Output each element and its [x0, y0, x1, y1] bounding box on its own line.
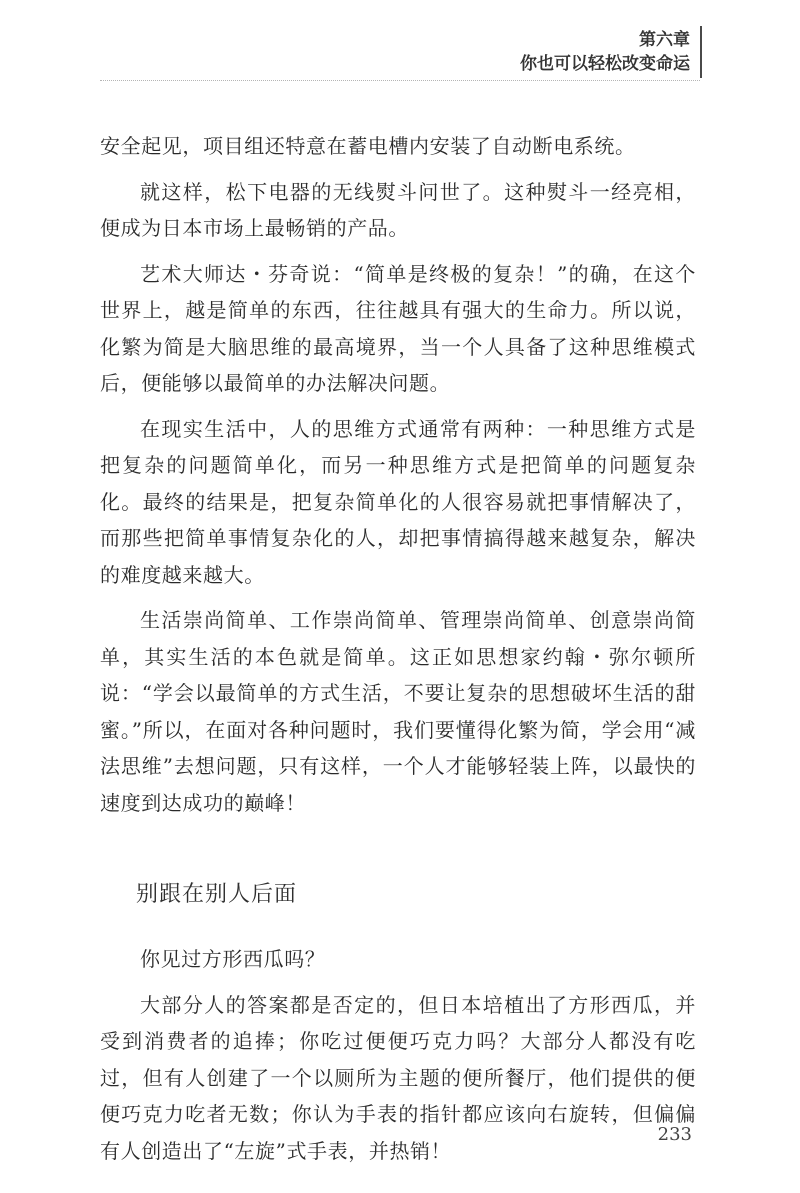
paragraph: 生活崇尚简单、工作崇尚简单、管理崇尚简单、创意崇尚简单，其实生活的本色就是简单。这正如思想家约翰・弥尔顿所说：“学会以最简单的方式生活，不要让复杂的思想破坏生活的甜蜜。”所以，在面对各种问题时，我们要懂得化繁为简，学会用“减法思维”去想问题，只有这样，一个人才能够轻装上阵，以最快的速度到达成功的巅峰！: [100, 608, 696, 815]
paragraph: 在现实生活中，人的思维方式通常有两种：一种思维方式是把复杂的问题简单化，而另一种思维方式是把简单的问题复杂化。最终的结果是，把复杂简单化的人很容易就把事情解决了，而那些把简单事情复杂化的人，却把事情搞得越来越复杂，解决的难度越来越大。: [100, 416, 696, 587]
header-vertical-bar: [700, 26, 702, 78]
section-heading: 别跟在别人后面: [136, 882, 298, 907]
paragraph: 就这样，松下电器的无线熨斗问世了。这种熨斗一经亮相，便成为日本市场上最畅销的产品。: [100, 179, 696, 240]
running-head: [520, 28, 690, 76]
chapter-subtitle: 你也可以轻松改变命运: [520, 54, 690, 74]
body-text: [100, 128, 696, 1178]
page-number: 233: [657, 1124, 692, 1145]
paragraph: 安全起见，项目组还特意在蓄电槽内安装了自动断电系统。: [100, 134, 636, 158]
paragraph: 大部分人的答案都是否定的，但日本培植出了方形西瓜，并受到消费者的追捧；你吃过便便巧克力吗？大部分人都没有吃过，但有人创建了一个以厕所为主题的便所餐厅，他们提供的便便巧克力吃者无数；你认为手表的指针都应该向右旋转，但偏偏有人创造出了“左旋”式手表，并热销！: [100, 992, 696, 1163]
chapter-label: 第六章: [639, 30, 690, 50]
header-dotted-rule: [100, 80, 700, 81]
paragraph: 艺术大师达・芬奇说：“简单是终极的复杂！”的确，在这个世界上，越是简单的东西，往往越具有强大的生命力。所以说，化繁为简是大脑思维的最高境界，当一个人具备了这种思维模式后，便能够以最简单的办法解决问题。: [100, 261, 696, 395]
paragraph: 你见过方形西瓜吗？: [140, 947, 326, 971]
